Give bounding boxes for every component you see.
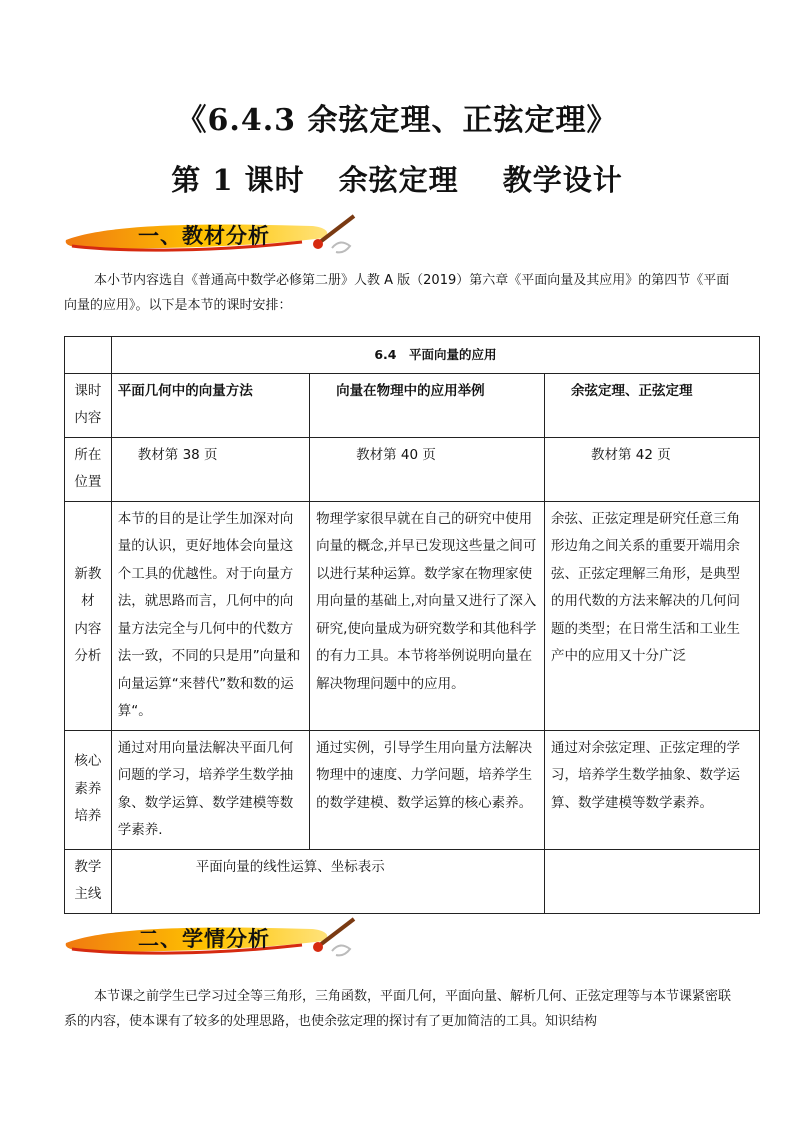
table-header: 6.4 平面向量的应用 [111,337,759,374]
row-label: 教学 主线 [65,849,112,913]
table-row [65,437,760,501]
table-cell: 向量在物理中的应用举例 [310,373,545,437]
row-label: 课时 内容 [65,373,112,437]
section-heading: 一、教材分析 [138,224,270,248]
table-cell [544,849,759,913]
table-row [65,849,760,913]
row-label: 核心 素养 培养 [65,730,112,849]
table-cell: 教材第 42 页 [544,437,759,501]
table-row [65,730,760,849]
swirl-decoration-icon [332,242,350,252]
table-cell: 余弦、正弦定理是研究任意三角形边角之间关系的重要开端用余弦、正弦定理解三角形，是典型的用代数的方法来解决的几何问题的类型；在日常生活和工业生产中的应用又十分广泛 [544,501,759,730]
table-cell: 通过实例，引导学生用向量方法解决物理中的速度、力学问题，培养学生的数学建模、数学运算的核心素养。 [310,730,545,849]
table-row [65,373,760,437]
table-cell: 平面向量的线性运算、坐标表示 [111,849,544,913]
table-cell: 余弦定理、正弦定理 [544,373,759,437]
table-cell: 平面几何中的向量方法 [111,373,309,437]
row-label: 新教 材 内容 分析 [65,501,112,730]
table-corner-cell [65,337,112,374]
document-subtitle [0,158,794,199]
section-banner-textbook [62,212,362,258]
subtitle-type: 教学设计 [502,163,623,197]
document-title: 《6.4.3 余弦定理、正弦定理》 [176,103,618,138]
table-cell: 本节的目的是让学生加深对向量的认识，更好地体会向量这个工具的优越性。对于向量方法，就思路而言，几何中的向量方法完全与几何中的代数方法一致，不同的只是用”向量和向量运算“来替代”数和数的运算“。 [111,501,309,730]
lesson-plan-table [64,336,760,914]
table-row [65,501,760,730]
section-heading: 二、学情分析 [138,927,270,951]
table-row [65,337,760,374]
row-label: 所在 位置 [65,437,112,501]
subtitle-lesson: 第 1 课时 [171,163,305,197]
table-cell: 物理学家很早就在自己的研究中使用向量的概念,并早已发现这些量之间可以进行某种运算。数学家在物理家使用向量的基础上,对向量又进行了深入研究,使向量成为研究数学和其他科学的有力工具。本节将举例说明向量在解决物理问题中的应用。 [310,501,545,730]
student-analysis-paragraph: 本节课之前学生已学习过全等三角形，三角函数，平面几何，平面向量、解析几何、正弦定理等与本节课紧密联系的内容，使本课有了较多的处理思路，也使余弦定理的探讨有了更加简洁的工具。知识结构 [64,989,732,1029]
table-cell: 教材第 38 页 [111,437,309,501]
swirl-decoration-icon [332,945,350,955]
intro-paragraph: 本小节内容选自《普通高中数学必修第二册》人教 A 版（2019）第六章《平面向量及其应用》的第四节《平面向量的应用》。以下是本节的课时安排： [64,273,730,313]
table-cell: 通过对用向量法解决平面几何问题的学习，培养学生数学抽象、数学运算、数学建模等数学素养. [111,730,309,849]
section-banner-students [62,915,362,961]
table-cell: 通过对余弦定理、正弦定理的学习，培养学生数学抽象、数学运算、数学建模等数学素养。 [544,730,759,849]
subtitle-topic: 余弦定理 [338,163,459,197]
table-cell: 教材第 40 页 [310,437,545,501]
